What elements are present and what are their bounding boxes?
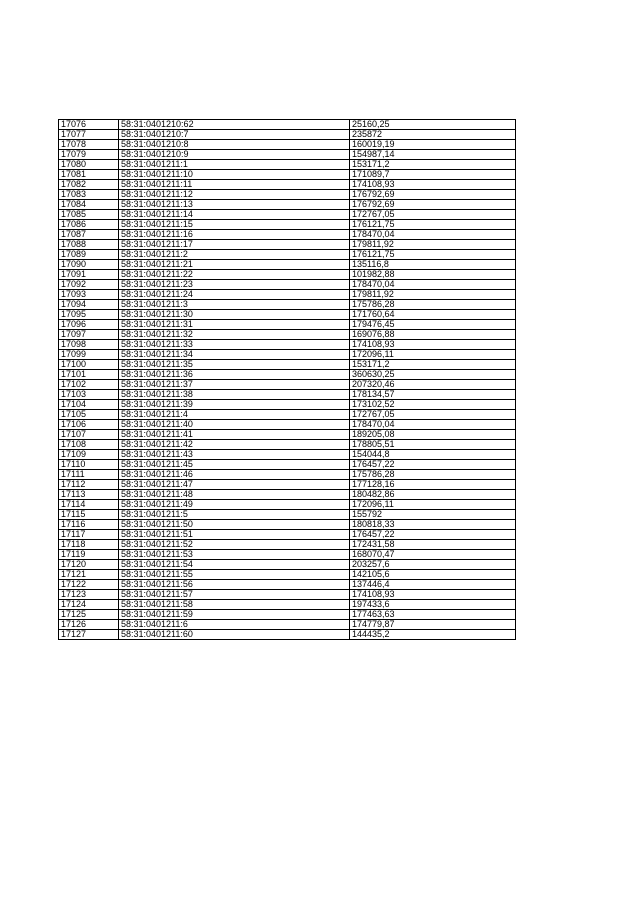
table-row [59,340,516,350]
value-cell: 174779,87 [350,620,516,630]
cadastral-number-cell: 58:31:0401211:54 [119,560,350,570]
table-row [59,480,516,490]
row-number-cell: 17077 [59,130,119,140]
table-row [59,560,516,570]
row-number-cell: 17091 [59,270,119,280]
row-number-cell: 17095 [59,310,119,320]
value-cell: 171089,7 [350,170,516,180]
table-row [59,290,516,300]
cadastral-number-cell: 58:31:0401211:10 [119,170,350,180]
value-cell: 175786,28 [350,300,516,310]
cadastral-number-cell: 58:31:0401211:51 [119,530,350,540]
cadastral-number-cell: 58:31:0401211:14 [119,210,350,220]
table-row [59,620,516,630]
value-cell: 142105,6 [350,570,516,580]
value-cell: 176792,69 [350,190,516,200]
value-cell: 176121,75 [350,250,516,260]
table-row [59,590,516,600]
cadastral-number-cell: 58:31:0401211:22 [119,270,350,280]
value-cell: 176121,75 [350,220,516,230]
value-cell: 172431,58 [350,540,516,550]
row-number-cell: 17105 [59,410,119,420]
row-number-cell: 17098 [59,340,119,350]
cadastral-number-cell: 58:31:0401211:35 [119,360,350,370]
table-row [59,630,516,640]
cadastral-number-cell: 58:31:0401211:46 [119,470,350,480]
table-row [59,300,516,310]
table-row [59,390,516,400]
cadastral-number-cell: 58:31:0401210:9 [119,150,350,160]
cadastral-number-cell: 58:31:0401211:37 [119,380,350,390]
table-row [59,420,516,430]
value-cell: 174108,93 [350,340,516,350]
table-row [59,330,516,340]
value-cell: 172767,05 [350,210,516,220]
table-row [59,460,516,470]
row-number-cell: 17092 [59,280,119,290]
cadastral-number-cell: 58:31:0401211:56 [119,580,350,590]
row-number-cell: 17107 [59,430,119,440]
cadastral-number-cell: 58:31:0401211:11 [119,180,350,190]
row-number-cell: 17096 [59,320,119,330]
table-row [59,510,516,520]
cadastral-number-cell: 58:31:0401211:58 [119,600,350,610]
table-row [59,440,516,450]
table-row [59,520,516,530]
row-number-cell: 17081 [59,170,119,180]
cadastral-number-cell: 58:31:0401211:31 [119,320,350,330]
row-number-cell: 17103 [59,390,119,400]
table-row [59,600,516,610]
value-cell: 154987,14 [350,150,516,160]
cadastral-number-cell: 58:31:0401211:13 [119,200,350,210]
row-number-cell: 17099 [59,350,119,360]
cadastral-number-cell: 58:31:0401211:1 [119,160,350,170]
row-number-cell: 17086 [59,220,119,230]
table-row [59,570,516,580]
cadastral-number-cell: 58:31:0401211:3 [119,300,350,310]
value-cell: 155792 [350,510,516,520]
row-number-cell: 17085 [59,210,119,220]
table-row [59,240,516,250]
row-number-cell: 17121 [59,570,119,580]
value-cell: 168070,47 [350,550,516,560]
value-cell: 177463,63 [350,610,516,620]
table-row [59,130,516,140]
table-row [59,120,516,130]
row-number-cell: 17094 [59,300,119,310]
cadastral-number-cell: 58:31:0401211:52 [119,540,350,550]
cadastral-number-cell: 58:31:0401211:57 [119,590,350,600]
table-row [59,540,516,550]
cadastral-number-cell: 58:31:0401211:36 [119,370,350,380]
row-number-cell: 17100 [59,360,119,370]
table-row [59,360,516,370]
value-cell: 178470,04 [350,280,516,290]
table-row [59,610,516,620]
cadastral-number-cell: 58:31:0401211:33 [119,340,350,350]
row-number-cell: 17078 [59,140,119,150]
table-row [59,490,516,500]
value-cell: 179476,45 [350,320,516,330]
value-cell: 153171,2 [350,160,516,170]
row-number-cell: 17110 [59,460,119,470]
cadastral-number-cell: 58:31:0401211:39 [119,400,350,410]
value-cell: 137446,4 [350,580,516,590]
cadastral-number-cell: 58:31:0401211:21 [119,260,350,270]
value-cell: 178470,04 [350,420,516,430]
table-row [59,140,516,150]
row-number-cell: 17122 [59,580,119,590]
row-number-cell: 17124 [59,600,119,610]
row-number-cell: 17106 [59,420,119,430]
table-row [59,320,516,330]
row-number-cell: 17080 [59,160,119,170]
cadastral-number-cell: 58:31:0401211:60 [119,630,350,640]
value-cell: 180482,86 [350,490,516,500]
value-cell: 173102,52 [350,400,516,410]
table-row [59,250,516,260]
row-number-cell: 17123 [59,590,119,600]
cadastral-number-cell: 58:31:0401211:30 [119,310,350,320]
row-number-cell: 17118 [59,540,119,550]
value-cell: 144435,2 [350,630,516,640]
cadastral-number-cell: 58:31:0401211:59 [119,610,350,620]
table-row [59,450,516,460]
cadastral-number-cell: 58:31:0401211:24 [119,290,350,300]
value-cell: 179811,92 [350,240,516,250]
value-cell: 207320,46 [350,380,516,390]
cadastral-number-cell: 58:31:0401211:45 [119,460,350,470]
row-number-cell: 17109 [59,450,119,460]
cadastral-number-cell: 58:31:0401211:40 [119,420,350,430]
cadastral-number-cell: 58:31:0401211:48 [119,490,350,500]
value-cell: 177128,16 [350,480,516,490]
table-row [59,580,516,590]
table-row [59,170,516,180]
cadastral-number-cell: 58:31:0401211:2 [119,250,350,260]
table-row [59,500,516,510]
table-row [59,160,516,170]
cadastral-number-cell: 58:31:0401211:50 [119,520,350,530]
value-cell: 197433,6 [350,600,516,610]
cadastral-number-cell: 58:31:0401211:32 [119,330,350,340]
table-row [59,190,516,200]
cadastral-number-cell: 58:31:0401211:49 [119,500,350,510]
value-cell: 25160,25 [350,120,516,130]
data-table [58,119,516,640]
row-number-cell: 17076 [59,120,119,130]
table-row [59,430,516,440]
value-cell: 178134,57 [350,390,516,400]
cadastral-number-cell: 58:31:0401211:6 [119,620,350,630]
row-number-cell: 17083 [59,190,119,200]
cadastral-number-cell: 58:31:0401211:17 [119,240,350,250]
row-number-cell: 17126 [59,620,119,630]
value-cell: 176457,22 [350,460,516,470]
row-number-cell: 17082 [59,180,119,190]
value-cell: 176457,22 [350,530,516,540]
row-number-cell: 17089 [59,250,119,260]
value-cell: 135116,8 [350,260,516,270]
table-row [59,550,516,560]
row-number-cell: 17090 [59,260,119,270]
row-number-cell: 17101 [59,370,119,380]
table-row [59,200,516,210]
table-row [59,180,516,190]
value-cell: 172096,11 [350,500,516,510]
value-cell: 175786,28 [350,470,516,480]
value-cell: 174108,93 [350,180,516,190]
value-cell: 178470,04 [350,230,516,240]
table-row [59,220,516,230]
row-number-cell: 17112 [59,480,119,490]
table-row [59,270,516,280]
table-row [59,350,516,360]
table-row [59,410,516,420]
cadastral-number-cell: 58:31:0401210:7 [119,130,350,140]
cadastral-number-cell: 58:31:0401210:8 [119,140,350,150]
table-row [59,210,516,220]
row-number-cell: 17125 [59,610,119,620]
cadastral-number-cell: 58:31:0401210:62 [119,120,350,130]
row-number-cell: 17108 [59,440,119,450]
table-row [59,310,516,320]
cadastral-number-cell: 58:31:0401211:42 [119,440,350,450]
cadastral-number-cell: 58:31:0401211:15 [119,220,350,230]
row-number-cell: 17111 [59,470,119,480]
row-number-cell: 17088 [59,240,119,250]
table-row [59,400,516,410]
row-number-cell: 17120 [59,560,119,570]
cadastral-number-cell: 58:31:0401211:12 [119,190,350,200]
row-number-cell: 17102 [59,380,119,390]
table-row [59,530,516,540]
value-cell: 178805,51 [350,440,516,450]
row-number-cell: 17113 [59,490,119,500]
row-number-cell: 17119 [59,550,119,560]
cadastral-number-cell: 58:31:0401211:38 [119,390,350,400]
row-number-cell: 17093 [59,290,119,300]
value-cell: 179811,92 [350,290,516,300]
cadastral-number-cell: 58:31:0401211:16 [119,230,350,240]
value-cell: 189205,08 [350,430,516,440]
value-cell: 160019,19 [350,140,516,150]
cadastral-number-cell: 58:31:0401211:5 [119,510,350,520]
value-cell: 169076,88 [350,330,516,340]
table-row [59,370,516,380]
row-number-cell: 17114 [59,500,119,510]
cadastral-number-cell: 58:31:0401211:55 [119,570,350,580]
value-cell: 176792,69 [350,200,516,210]
value-cell: 172096,11 [350,350,516,360]
value-cell: 360630,25 [350,370,516,380]
table-row [59,470,516,480]
value-cell: 154044,8 [350,450,516,460]
row-number-cell: 17117 [59,530,119,540]
value-cell: 174108,93 [350,590,516,600]
value-cell: 172767,05 [350,410,516,420]
cadastral-number-cell: 58:31:0401211:53 [119,550,350,560]
value-cell: 171760,64 [350,310,516,320]
value-cell: 235872 [350,130,516,140]
value-cell: 101982,88 [350,270,516,280]
row-number-cell: 17115 [59,510,119,520]
table-row [59,380,516,390]
table-row [59,150,516,160]
value-cell: 180818,33 [350,520,516,530]
row-number-cell: 17079 [59,150,119,160]
cadastral-number-cell: 58:31:0401211:23 [119,280,350,290]
row-number-cell: 17097 [59,330,119,340]
cadastral-number-cell: 58:31:0401211:43 [119,450,350,460]
row-number-cell: 17127 [59,630,119,640]
cadastral-number-cell: 58:31:0401211:41 [119,430,350,440]
row-number-cell: 17084 [59,200,119,210]
table-row [59,280,516,290]
row-number-cell: 17104 [59,400,119,410]
value-cell: 203257,6 [350,560,516,570]
value-cell: 153171,2 [350,360,516,370]
cadastral-number-cell: 58:31:0401211:34 [119,350,350,360]
table-row [59,260,516,270]
table-body [59,120,516,640]
table-row [59,230,516,240]
row-number-cell: 17116 [59,520,119,530]
row-number-cell: 17087 [59,230,119,240]
cadastral-number-cell: 58:31:0401211:47 [119,480,350,490]
cadastral-number-cell: 58:31:0401211:4 [119,410,350,420]
